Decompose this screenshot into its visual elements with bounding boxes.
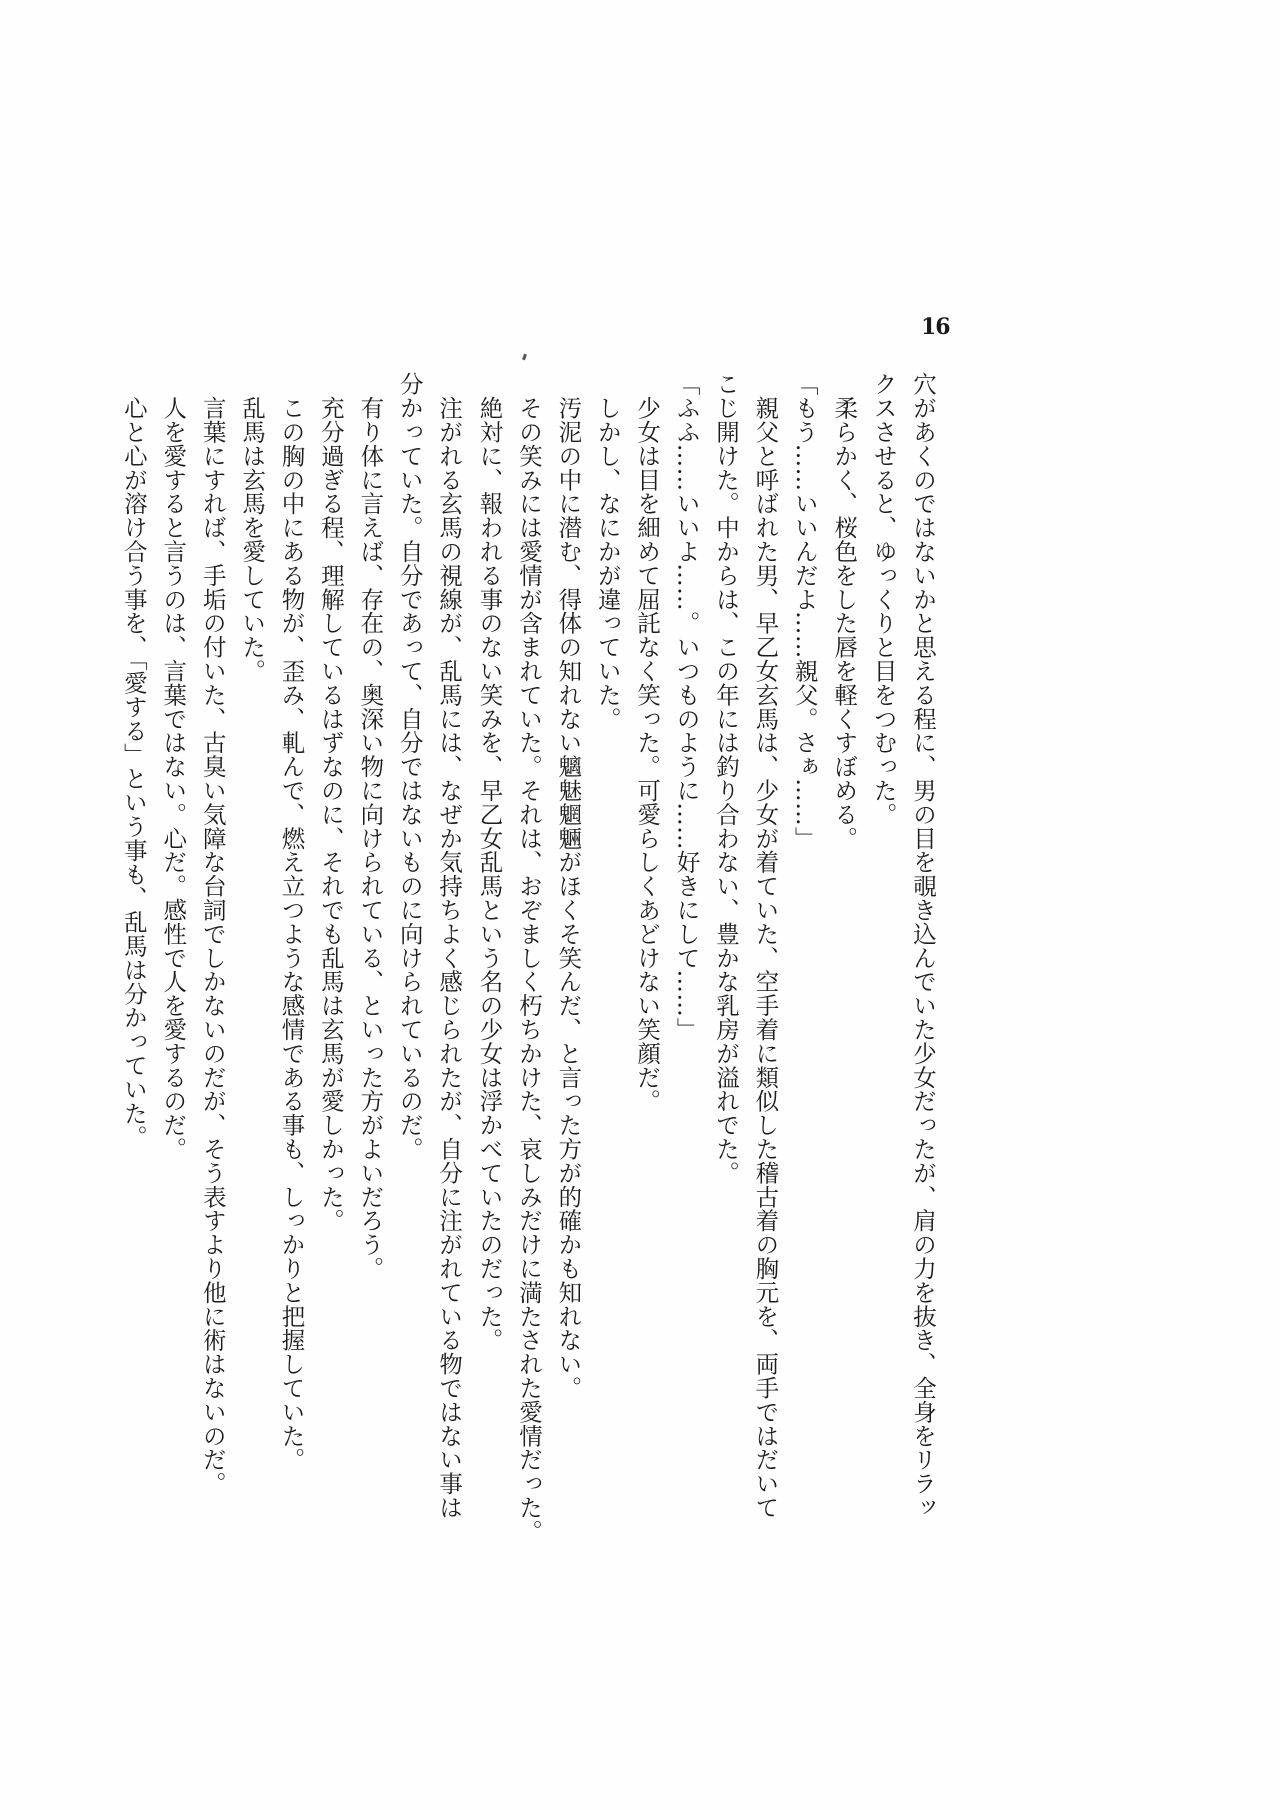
text-line: この胸の中にある物が、歪み、軋んで、燃え立つような感情である事も、しっかりと把握していた。 xyxy=(277,372,306,1472)
text-line: 人を愛すると言うのは、言葉ではない。心だ。感性で人を愛するのだ。 xyxy=(159,372,188,1161)
text-line: 汚泥の中に潜む、得体の知れない魑魅魍魎がほくそ笑んだ、と言った方が的確かも知れない。 xyxy=(554,372,583,1400)
text-line: しかし、なにかが違っていた。 xyxy=(593,372,622,731)
text-line: その笑みには愛情が含まれていた。それは、おぞましく朽ちかけた、哀しみだけに満たされた愛情だった。 xyxy=(514,372,543,1544)
text-line: 「ふふ……いいよ……。いつものように……好きにして……」 xyxy=(672,372,701,1042)
text-line: 充分過ぎる程、理解しているはずなのに、それでも乱馬は玄馬が愛しかった。 xyxy=(316,372,345,1233)
text-line: 「もう……いいんだよ……親父。さぁ……」 xyxy=(790,372,819,850)
text-line: 絶対に、報われる事のない笑みを、早乙女乱馬という名の少女は浮かべていたのだった。 xyxy=(475,372,504,1352)
text-line: 心と心が溶け合う事を、「愛する」という事も、乱馬は分かっていた。 xyxy=(119,372,148,1149)
vertical-text-body xyxy=(113,372,942,1544)
text-line: 穴があくのではないかと思える程に、男の目を覗き込んでいた少女だったが、肩の力を抜き、全身をリラッ xyxy=(909,372,937,1520)
text-line: 少女は目を細めて屈託なく笑った。可愛らしくあどけない笑顔だ。 xyxy=(633,372,662,1113)
text-line: 言葉にすれば、手垢の付いた、古臭い気障な台詞でしかないのだが、そう表すより他に術はないのだ。 xyxy=(198,372,227,1496)
text-line: 分かっていた。自分であって、自分ではないものに向けられているのだ。 xyxy=(395,372,424,1161)
text-line: 乱馬は玄馬を愛していた。 xyxy=(238,372,267,683)
text-line: 親父と呼ばれた男、早乙女玄馬は、少女が着ていた、空手着に類似した稽古着の胸元を、両手ではだいて xyxy=(751,372,780,1520)
text-line: 柔らかく、桜色をした唇を軽くすぼめる。 xyxy=(830,372,859,850)
page-number: 16 xyxy=(921,314,950,340)
text-line: 有り体に言えば、存在の、奥深い物に向けられている、といった方がよいだろう。 xyxy=(356,372,385,1281)
text-line: クスさせると、ゆっくりと目をつむった。 xyxy=(869,372,898,827)
ink-mark xyxy=(522,354,527,361)
text-line: 注がれる玄馬の視線が、乱馬には、なぜか気持ちよく感じられたが、自分に注がれている物ではない事は xyxy=(435,372,464,1520)
text-line: こじ開けた。中からは、この年には釣り合わない、豊かな乳房が溢れでた。 xyxy=(711,372,740,1185)
